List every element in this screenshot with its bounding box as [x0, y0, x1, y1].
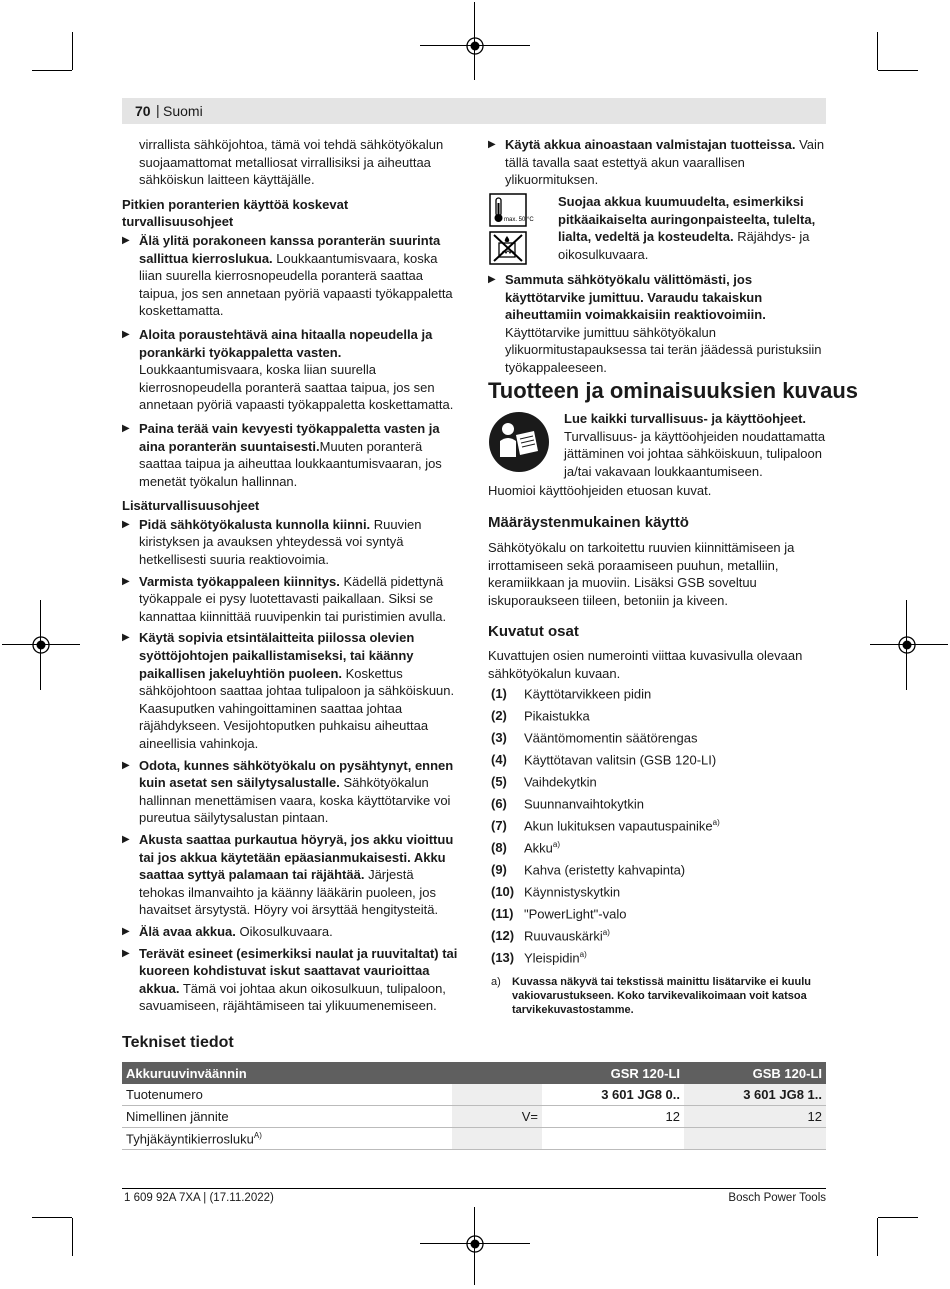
part-footnote-ref: a) — [552, 840, 561, 849]
part-label — [524, 840, 560, 855]
crop-mark — [32, 1217, 72, 1218]
heat-warning-text — [558, 193, 828, 263]
part-label — [524, 818, 720, 833]
table-cell — [122, 1128, 452, 1150]
bullet-text: Muuten poranterä saattaa taipua ja aiheuttaa loukkaantumisvaaran, jos menetät työkalun hallinnan. — [139, 438, 442, 489]
part-label-text: Kahva (eristetty kahvapinta) — [524, 862, 686, 878]
table-row — [122, 1084, 826, 1106]
bullet-bold-text: Varmista työkappaleen kiinnitys. — [139, 573, 340, 589]
parts-intro: Kuvattujen osien numerointi viittaa kuvasivulla olevaan sähkötyökalun kuvaan. — [488, 648, 803, 681]
read-manual-icon — [488, 411, 550, 473]
table-cell: Tuotenumero — [122, 1084, 452, 1106]
right-column-bullet-2 — [488, 271, 826, 377]
bullet-bold-text: Käytä sopivia etsintälaitteita piilossa olevien syöttöjohtojen paikallistamiseksi, tai käänny paikallisen jakeluyhtiön puoleen. — [139, 630, 415, 681]
part-label-text: Ruuvauskärki — [524, 928, 603, 944]
no-water-no-fire-icon — [489, 231, 527, 265]
right-column-top — [488, 136, 826, 189]
part-label — [524, 774, 597, 789]
part-label — [524, 752, 716, 767]
bullet-bold-text: Älä avaa akkua. — [139, 923, 236, 939]
bullet-item — [122, 831, 462, 919]
part-number: (4) — [491, 752, 507, 767]
bullet-item — [122, 945, 462, 1015]
read-instructions-bold: Lue kaikki turvallisuus- ja käyttöohjeet. — [564, 411, 807, 426]
part-number: (11) — [491, 906, 514, 921]
bullet-item — [122, 516, 462, 569]
table-cell-sup: A) — [253, 1130, 262, 1140]
bullet-item — [122, 326, 462, 414]
registration-mark-icon — [30, 634, 52, 656]
bullet-bold-text: Pidä sähkötyökalusta kunnolla kiinni. — [139, 516, 371, 532]
part-label — [524, 884, 620, 899]
crop-mark — [877, 32, 878, 70]
left-column — [122, 136, 462, 1015]
section-title-additional-safety: Lisäturvallisuusohjeet — [122, 498, 260, 514]
bullet-bold-text: Käytä akkua ainoastaan valmistajan tuotteissa. — [505, 137, 796, 152]
table-cell: 3 601 JG8 1.. — [684, 1084, 826, 1106]
bullet-triangle-icon: ▶ — [488, 139, 496, 150]
heat-icon-label: max. 50 °C — [504, 217, 534, 223]
table-header-row — [122, 1062, 826, 1084]
intro-paragraph: virrallista sähköjohtoa, tämä voi tehdä sähkötyökalun suojaamattomat metalliosat virrallisiksi ja aiheuttaa sähköiskun laitteen käyttäjälle. — [139, 137, 444, 188]
table-header-cell — [452, 1062, 542, 1084]
table-cell: V= — [452, 1106, 542, 1128]
part-label — [524, 796, 644, 811]
bullet-triangle-icon: ▶ — [122, 833, 130, 845]
heat-warning-plain: Räjähdys- ja oikosulkuvaara. — [558, 229, 810, 262]
header-language: Suomi — [163, 103, 203, 119]
part-label — [524, 928, 610, 943]
part-number: (13) — [491, 950, 515, 965]
table-cell — [542, 1128, 684, 1150]
crop-mark — [877, 1218, 878, 1256]
bullet-item — [122, 757, 462, 827]
part-label — [524, 862, 685, 877]
part-number: (5) — [491, 774, 507, 789]
tech-data-table — [122, 1062, 826, 1150]
bullet-triangle-icon: ▶ — [122, 328, 130, 340]
section-title-parts: Kuvatut osat — [488, 623, 579, 640]
bullet-triangle-icon: ▶ — [122, 518, 130, 530]
bullet-item — [122, 232, 462, 320]
footnote-mark: a) — [491, 976, 501, 988]
table-cell: Nimellinen jännite — [122, 1106, 452, 1128]
part-label — [524, 950, 587, 965]
table-header-cell: GSR 120-LI — [542, 1062, 684, 1084]
table-cell-text: Tyhjäkäyntikierrosluku — [126, 1131, 254, 1147]
crop-mark — [32, 70, 72, 71]
part-label-text: Käyttötarvikkeen pidin — [524, 686, 652, 702]
footnote-text: Kuvassa näkyvä tai tekstissä mainittu lisätarvike ei kuulu vakiovarustukseen. Koko tarvikevalikoimaan voit katsoa tarvikekuvastostamme. — [512, 976, 811, 1016]
part-number: (1) — [491, 686, 507, 701]
part-number: (9) — [491, 862, 507, 877]
bullet-text: Kädellä pidettynä työkappale ei pysy luotettavasti paikallaan. Siksi se kannattaa kiinnittää ruuvipenkin tai puristimien avulla. — [139, 573, 447, 624]
table-row — [122, 1128, 826, 1150]
part-number: (3) — [491, 730, 507, 745]
page-number: 70 — [135, 103, 151, 119]
intended-use-text: Sähkötyökalu on tarkoitettu ruuvien kiinnittämiseen ja irrottamiseen sekä poraamiseen puuhun, metalliin, keramiikkaan ja muoviin. Lisäksi GSB soveltuu iskuporaukseen tiileen, betoniin ja kiveen. — [488, 540, 795, 608]
table-header-cell: Akkuruuvinväännin — [122, 1062, 452, 1084]
bullet-bold-text: Akusta saattaa purkautua höyryä, jos akku vioittuu tai jos akkua käytetään epäasianmukaisesti. Akku saattaa syttyä palamaan tai räjähtää. — [139, 831, 454, 883]
bullet-item — [488, 271, 826, 377]
read-instructions-text — [564, 410, 828, 480]
part-number: (10) — [491, 884, 515, 899]
bullet-text: Vain tällä tavalla saat estettyä akun vaarallisen ylikuormituksen. — [505, 137, 825, 188]
footer-doc-id: 1 609 92A 7XA | (17.11.2022) — [124, 1192, 274, 1204]
bullet-bold-text: Aloita poraustehtävä aina hitaalla nopeudella ja porankärki työkappaletta vasten. — [139, 326, 433, 360]
bullet-text: Sähkötyökalun hallinnan menettämisen vaara, koska käyttötarvike voi pureutua säilytysalustan pintaan. — [139, 775, 451, 826]
bullet-triangle-icon: ▶ — [488, 274, 496, 285]
part-label — [524, 906, 626, 921]
registration-mark-icon — [896, 634, 918, 656]
part-label-text: Vaihdekytkin — [524, 774, 597, 790]
bullet-triangle-icon: ▶ — [122, 234, 130, 246]
heat-warning — [558, 193, 828, 263]
bullet-text: Loukkaantumisvaara, koska liian suurella kierrosnopeudella poranterä saattaa taipua, jos sen annetaan pyöriä vapaasti työkappaletta koskettamatta. — [139, 250, 453, 319]
table-cell — [452, 1084, 542, 1106]
part-label-text: Pikaistukka — [524, 708, 590, 724]
section-title-long-drill-bits: Pitkien poranterien käyttöä koskevat turvallisuusohjeet — [122, 196, 349, 230]
thermometer-max-temp-icon — [489, 193, 534, 227]
bullet-triangle-icon: ▶ — [122, 947, 130, 959]
table-row — [122, 1106, 826, 1128]
bullet-text: Oikosulkuvaara. — [235, 923, 333, 939]
bullet-text: Järjestä tehokas ilmanvaihto ja käänny lääkärin puoleen, jos havaitset ärsytystä. Höyry voi ärsyttää hengitysteitä. — [139, 867, 439, 918]
bullet-item — [122, 923, 462, 941]
page-header — [122, 98, 826, 124]
bullet-text: Koskettus sähköjohtoon saattaa johtaa tulipaloon ja sähköiskuun. Kaasuputken vahingoittaminen saattaa johtaa räjähdykseen. Vesijohtoputken puhkaisu aiheuttaa aineellisia vahinkoja. — [139, 665, 455, 751]
crop-mark — [878, 70, 918, 71]
table-cell: 3 601 JG8 0.. — [542, 1084, 684, 1106]
table-cell — [452, 1128, 542, 1150]
part-label — [524, 708, 590, 723]
note-paragraph: Huomioi käyttöohjeiden etuosan kuvat. — [488, 483, 712, 498]
bullet-text: Tämä voi johtaa akun oikosulkuun, tulipaloon, savuamiseen, räjähtämiseen tai ylikuumenemiseen. — [139, 980, 446, 1014]
registration-mark-icon — [464, 1233, 486, 1255]
bullet-triangle-icon: ▶ — [122, 759, 130, 771]
section-title-intended-use: Määräystenmukainen käyttö — [488, 514, 689, 531]
section-title-tech-data: Tekniset tiedot — [122, 1034, 234, 1051]
bullet-item — [488, 136, 826, 189]
crop-mark — [72, 1218, 73, 1256]
part-label-text: Vääntömomentin säätörengas — [524, 730, 698, 746]
table-cell: 12 — [542, 1106, 684, 1128]
part-footnote-ref: a) — [602, 928, 610, 937]
table-cell: 12 — [684, 1106, 826, 1128]
bullet-text: Ruuvien kiristyksen ja avauksen yhteydessä voi syntyä hetkellisesti suuria reaktiovoimia. — [139, 516, 422, 568]
bullet-bold-text: Odota, kunnes sähkötyökalu on pysähtynyt, ennen kuin asetat sen säilytysalustalle. — [139, 757, 454, 791]
bullet-triangle-icon: ▶ — [122, 925, 130, 937]
crop-mark — [72, 32, 73, 70]
bullet-item — [122, 629, 462, 752]
part-number: (7) — [491, 818, 507, 833]
part-number: (6) — [491, 796, 507, 811]
part-label-text: Käyttötavan valitsin (GSB 120-LI) — [524, 752, 717, 768]
bullet-bold-text: Paina terää vain kevyesti työkappaletta vasten ja aina poranterän suuntaisesti. — [139, 420, 440, 454]
footer-brand: Bosch Power Tools — [728, 1192, 826, 1204]
bullet-bold-text: Sammuta sähkötyökalu välittömästi, jos käyttötarvike jumittuu. Varaudu takaiskun aiheuttamiin voimakkaisiin reaktiovoimiin. — [505, 272, 766, 323]
table-cell — [684, 1128, 826, 1150]
bullet-text: Käyttötarvike jumittuu sähkötyökalun ylikuormitustapauksessa tai terän jäädessä puristuksiin työkappaleeseen. — [505, 324, 822, 375]
part-label — [524, 686, 651, 701]
footer-rule — [122, 1188, 826, 1189]
part-footnote-ref: a) — [579, 950, 587, 959]
part-label-text: Akun lukituksen vapautuspainike — [524, 818, 713, 834]
bullet-triangle-icon: ▶ — [122, 575, 130, 587]
read-instructions-plain: Turvallisuus- ja käyttöohjeiden noudattamatta jättäminen voi johtaa sähköiskuun, tulipaloon ja/tai vakavaan loukkaantumiseen. — [564, 428, 826, 479]
table-header-cell: GSB 120-LI — [684, 1062, 826, 1084]
part-number: (2) — [491, 708, 507, 723]
part-label-text: Yleispidin — [524, 950, 580, 966]
section-title-product-description: Tuotteen ja ominaisuuksien kuvaus — [488, 378, 859, 403]
bullet-bold-text: Terävät esineet (esimerkiksi naulat ja ruuvitaltat) tai kuoreen kohdistuvat iskut saattavat vaurioittaa akkua. — [139, 945, 458, 996]
bullet-triangle-icon: ▶ — [122, 632, 130, 644]
registration-mark-icon — [464, 35, 486, 57]
bullet-item — [122, 573, 462, 626]
part-label-text: Suunnanvaihtokytkin — [524, 796, 644, 812]
bullet-item — [122, 420, 462, 490]
heat-warning-bold: Suojaa akkua kuumuudelta, esimerkiksi pitkäaikaiselta auringonpaisteelta, tulelta, lialta, vedeltä ja kosteudelta. — [558, 194, 816, 245]
header-separator: | — [156, 102, 160, 118]
bullet-text: Loukkaantumisvaara, koska liian suurella kierrosnopeudella poranterä saattaa taipua, jos sen annetaan pyöriä vapaasti työkappaletta koskettamatta. — [139, 362, 454, 413]
part-label — [524, 730, 697, 745]
bullet-bold-text: Älä ylitä porakoneen kanssa poranterän suurinta sallittua kierroslukua. — [139, 232, 441, 266]
part-label-text: Akku — [524, 840, 553, 856]
part-label-text: "PowerLight"-valo — [524, 906, 627, 922]
part-footnote-ref: a) — [712, 818, 720, 827]
bullet-triangle-icon: ▶ — [122, 422, 130, 434]
part-number: (12) — [491, 928, 515, 943]
read-instructions — [564, 410, 828, 480]
crop-mark — [878, 1217, 918, 1218]
part-number: (8) — [491, 840, 507, 855]
part-label-text: Käynnistyskytkin — [524, 884, 621, 900]
